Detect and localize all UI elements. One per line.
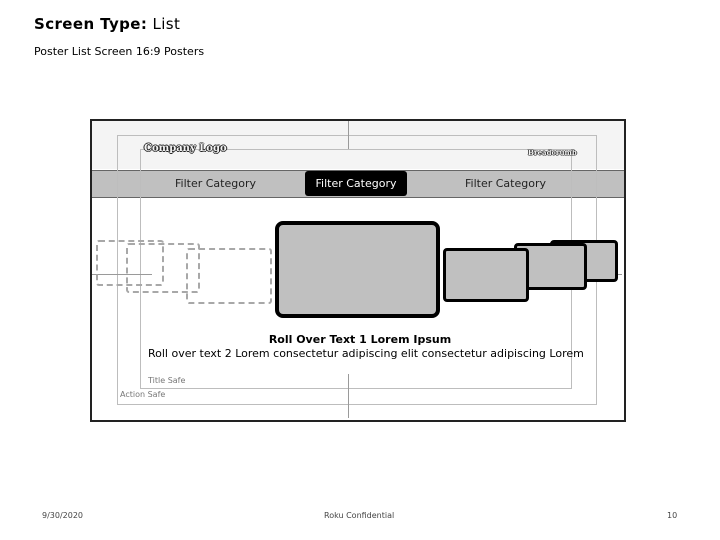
center-guide-top <box>348 121 349 149</box>
roll-over-text-2: Roll over text 2 Lorem consectetur adipiscing elit consectetur adipiscing Lorem <box>148 347 584 360</box>
page-subtitle: Poster List Screen 16:9 Posters <box>34 45 205 58</box>
footer-date: 9/30/2020 <box>42 511 84 520</box>
screen-type-value: List <box>152 15 181 33</box>
breadcrumb: Breadcrumb <box>528 148 577 157</box>
roll-over-text-1: Roll Over Text 1 Lorem Ipsum <box>268 333 452 346</box>
poster-right-1[interactable] <box>443 248 529 302</box>
filter-category-2-selected[interactable]: Filter Category <box>305 171 407 196</box>
poster-left[interactable] <box>186 248 272 304</box>
screen-type-label: Screen Type: <box>34 15 148 33</box>
filter-category-1[interactable]: Filter Category <box>175 177 256 190</box>
action-safe-label: Action Safe <box>120 390 166 399</box>
filter-category-3[interactable]: Filter Category <box>465 177 546 190</box>
poster-focused[interactable] <box>275 221 440 318</box>
footer-page-number: 10 <box>667 511 678 520</box>
screen-type-heading <box>34 15 180 33</box>
footer-confidential: Roku Confidential <box>324 511 395 520</box>
title-safe-label: Title Safe <box>148 376 186 385</box>
company-logo: Company Logo <box>144 143 227 154</box>
center-guide-bottom <box>348 374 349 418</box>
